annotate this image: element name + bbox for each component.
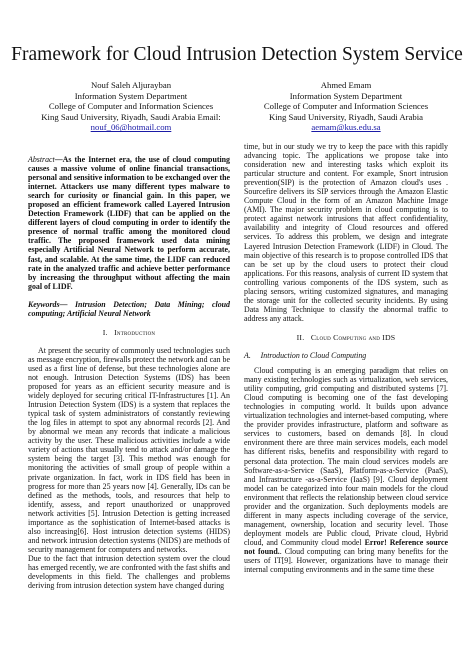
keywords-label: Keywords: [28, 299, 60, 309]
right-column: [244, 142, 448, 574]
author-college: College of Computer and Information Sciences: [48, 101, 214, 112]
author-department: Information System Department: [74, 90, 188, 101]
author-department: Information System Department: [289, 90, 403, 101]
paragraph: Due to the fact that intrusion detection system over the cloud has emerged recently, we are confronted with the fast shifts and developments in this field. The challenges and problems deriving from intrusion detection system have changed during: [28, 553, 230, 591]
abstract: [28, 155, 230, 291]
author-university: King Saud University, Riyadh, Saudi Arabia: [268, 111, 424, 122]
author-email-link[interactable]: aemam@kus.edu.sa: [311, 122, 381, 133]
paragraph: At present the security of commonly used technologies such as message encryption, firewalls protect the network and can be used as a first line of defense, but these technologies alone are not enough. Intrusion Detection Systems (IDS) has been proposed for years as an efficient security measure and is widely deployed for securing critical IT-Infrastructures [1]. An Intrusion Detection System (IDS) is a system that replaces the typical task of system administrators of constantly reviewing the log files in attempt to spot any abnormal records [2]. And by abnormal we mean any records that indicate a malicious activity by the user. These malicious activities include a wide variety of actions that usually tend to attack and/or damage the system being the target [3]. This method was enough for monitoring the activities of small group of people within a private organization. In fact, work in IDS field has been in progress for more than 25 years now [4]. Generally, IDs can be defined as the methods, tools, and resources that help to identify, assess, and report unauthorized or unapproved network activities [5]. Intrusion Detection is getting increased importance as the sophistication of Internet-based attacks is also increasing[6]. Host intrusion detection systems (HIDS) and network intrusion detection systems (NIDS) are methods of security management for computers and networks.: [28, 345, 230, 554]
subsection-title: Introduction to Cloud Computing: [260, 350, 367, 360]
section-title: Cloud Computing and IDS: [310, 332, 396, 342]
abstract-label: Abstract: [28, 155, 55, 164]
author-email-link[interactable]: nouf_06@hotmail.com: [90, 122, 172, 133]
keywords: [28, 300, 230, 318]
paragraph-text: . Cloud computing can bring many benefits for the users of IT[9]. However, organizations have to manage their internal computing environments and in the same time these: [244, 546, 448, 575]
paragraph-text: Cloud computing is an emerging paradigm that relies on many existing technologies such as virtualization, web services, utility computing, grid computing and distributed systems [7]. Cloud computing is becoming one of the fast developing technologies in computing world. It builds upon advance virtualization technologies and internet-based computing, where the provider provides infrastructure, platform and software as services to customers, based on demands [8]. In cloud environment there are three main services models, each model has different risks, benefits and responsibility with regard to personal data protection. The main cloud services models are Software-as-a-Service (SaaS), Platform-as-a-Service (PaaS), and Infrastructure -as-a-Service (IaaS) [9]. Cloud deployment model can be categorized into four main models for the cloud environment that reflects the relationship between cloud service provider and the organization. Such deployments models are different in many aspects including coverage of the service, management, ownership, location and security level. Those deployment models are Public cloud, Private cloud, Hybrid cloud, and Community cloud model: [244, 366, 448, 547]
subsection-letter: A.: [244, 350, 251, 360]
section-number: II.: [296, 332, 305, 342]
abstract-text: —As the Internet era, the use of cloud computing causes a massive volume of online financial transactions, personal and sensitive information to be exchanged over the internet. Attackers use many different types malware to search for curiosity or financial gain. In this paper, we proposed an efficient framework called Layered Intrusion Detection Framework (LIDF) that can be applied on the different layers of cloud computing in order to identify the presence of normal traffic among the monitored cloud traffic. The proposed framework used data mining especially Artificial Neural Network to perform accurate, fast, and scalable. At the same time, the LIDF can reduced rate in the analyzed traffic and achieve better performance by increasing the throughput without affecting the main goal of LIDF.: [28, 155, 230, 291]
section-number: I.: [102, 327, 108, 337]
reference-error: Error! Reference source not found.: [244, 537, 448, 556]
subsection-heading: [244, 351, 448, 360]
keywords-text: — Intrusion Detection; Data Mining; cloud computing; Artificial Neural Network: [28, 299, 230, 318]
paragraph: time, but in our study we try to keep the pace with this rapidly advancing topic. The applications we propose take into consideration new and interesting tasks which exploit its particular structure and content. For example, Snort intrusion prevention(SIP) is the protection of Amazon cloud's uses . Sourcefire delivers its SIP services through the Amazon Elastic Compute Cloud in the form of an Amazon Machine Image (AMI). The major security problem in cloud computing is to protect against network intrusions that affect confidentiality, availability and integrity of Cloud resources and offered services. To address this problem, we design and integrate Layered Intrusion Detection Framework (LIDF) in Cloud. The main objective of this research is to propose controlled IDS that can be set up by the cloud users to protect their cloud applications. For this reasons, analysis of current ID system that controlling various components of the IDS system, such as placing sensors, writing customized signatures, and managing the storage unit for the collected security incidents. By using Data Mining Technique to classify the abnormal traffic to address any attack.: [244, 142, 448, 323]
author-name: Nouf Saleh Aljurayban: [90, 80, 172, 90]
section-heading-introduction: [28, 328, 230, 337]
paragraph: [244, 366, 448, 574]
author-college: College of Computer and Information Sciences: [263, 101, 429, 112]
paper-title: Framework for Cloud Intrusion Detection System Service: [11, 44, 463, 65]
author-name: Ahmed Emam: [320, 80, 372, 90]
author-university: King Saud University, Riyadh, Saudi Arabia Email:: [41, 111, 221, 122]
section-title: Introduction: [114, 327, 156, 337]
author-block-1: [26, 80, 236, 133]
author-block-2: [246, 80, 446, 133]
section-heading-cloud-computing: [244, 333, 448, 342]
left-column: [28, 155, 230, 590]
